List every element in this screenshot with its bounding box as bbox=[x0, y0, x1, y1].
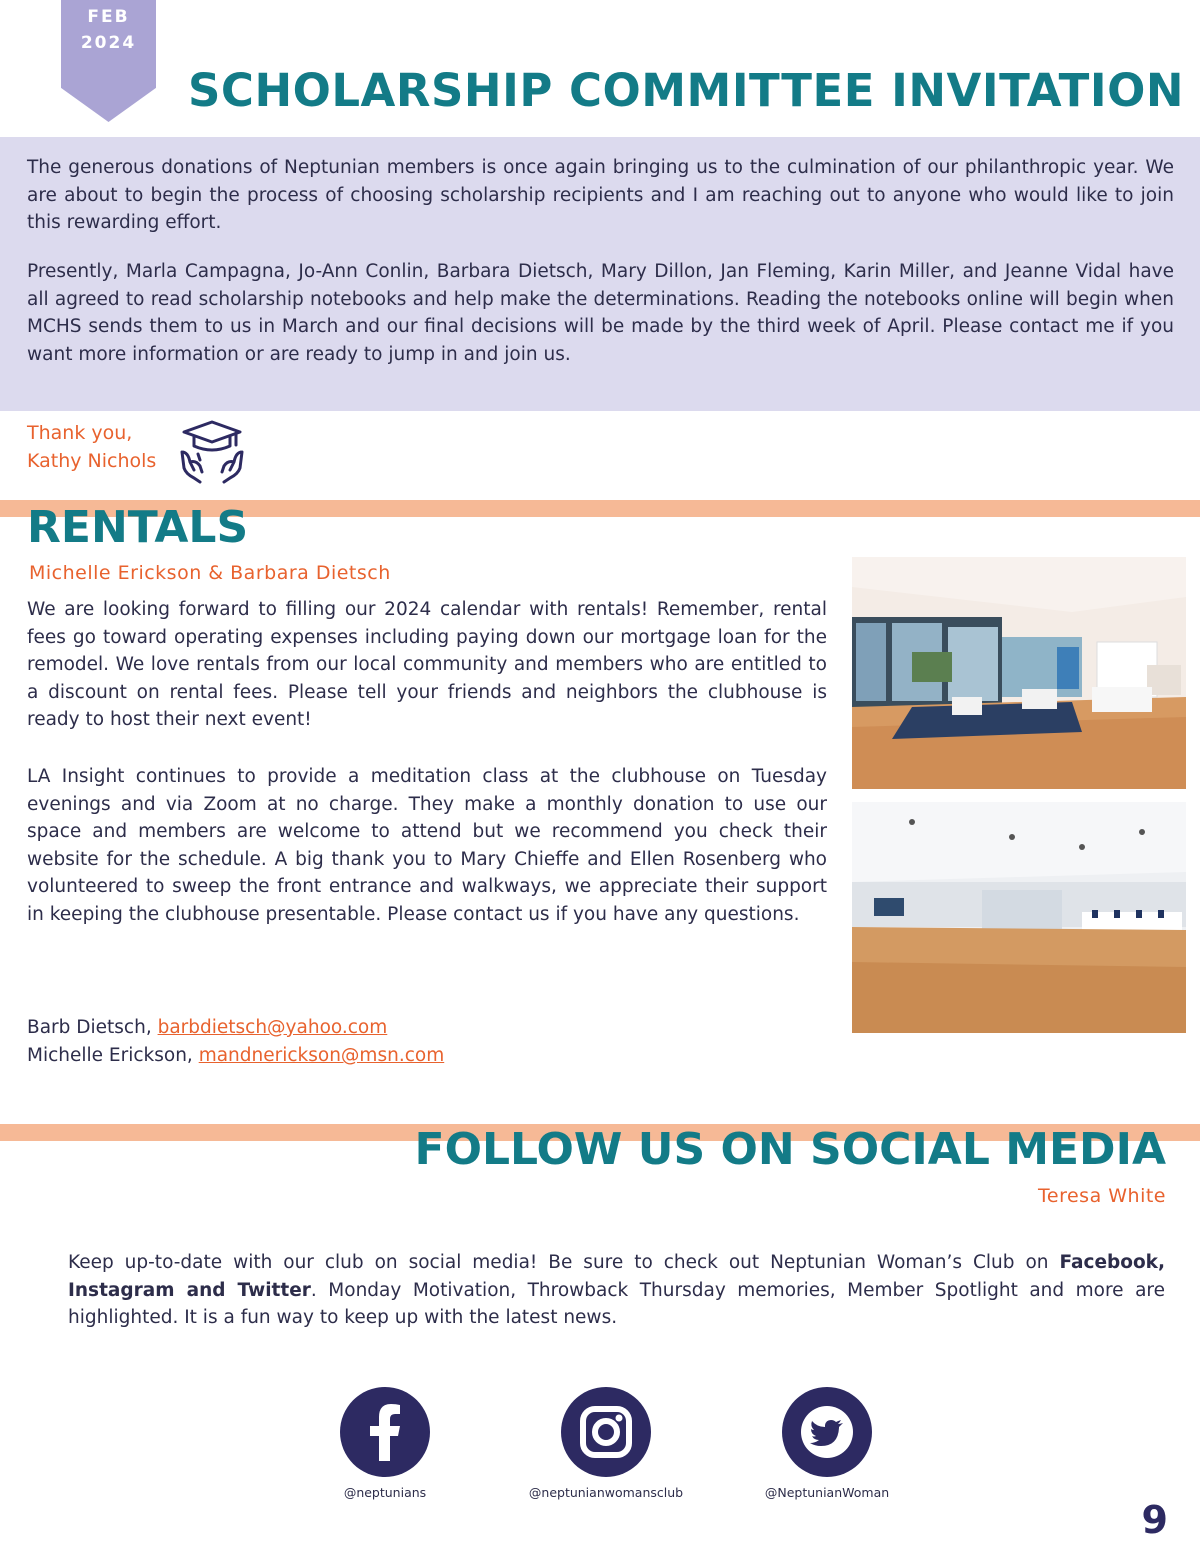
date-month: FEB bbox=[87, 7, 130, 27]
social-paragraph bbox=[68, 1249, 1165, 1332]
scholarship-signoff bbox=[27, 419, 156, 475]
scholarship-title: SCHOLARSHIP COMMITTEE INVITATION bbox=[188, 64, 1184, 117]
signoff-line-1: Thank you, bbox=[27, 422, 133, 444]
facebook-icon bbox=[340, 1387, 430, 1477]
contact-name: Michelle Erickson, bbox=[27, 1045, 199, 1066]
social-title: FOLLOW US ON SOCIAL MEDIA bbox=[414, 1124, 1166, 1175]
twitter-button[interactable] bbox=[782, 1387, 872, 1477]
rentals-paragraph-2: LA Insight continues to provide a meditation class at the clubhouse on Tuesday evenings and via Zoom at no charge. They make a monthly donation to use our space and members are welcome to attend but we recommend you check their website for the schedule. A big thank you to Mary Chieffe and Ellen Rosenberg who volunteered to sweep the front entrance and walkways, we appreciate their support in keeping the clubhouse presentable. Please contact us if you have any questions. bbox=[27, 766, 827, 925]
rentals-contacts bbox=[27, 1014, 444, 1070]
instagram-icon bbox=[561, 1387, 651, 1477]
social-text-end: . Monday Motivation, Throwback Thursday memories, Member Spotlight and more are highlighted. It is a fun way to keep up with the latest news. bbox=[68, 1279, 1165, 1328]
contact-email-link[interactable]: barbdietsch@yahoo.com bbox=[157, 1017, 388, 1038]
contact-row bbox=[27, 1042, 444, 1070]
rentals-authors: Michelle Erickson & Barbara Dietsch bbox=[29, 562, 391, 584]
facebook-handle[interactable]: @neptunians bbox=[343, 1485, 427, 1500]
instagram-button[interactable] bbox=[561, 1387, 651, 1477]
page-number: 9 bbox=[1141, 1498, 1168, 1542]
clubhouse-ballroom-photo bbox=[852, 802, 1186, 1033]
facebook-button[interactable] bbox=[340, 1387, 430, 1477]
rentals-paragraph-1: We are looking forward to filling our 2024 calendar with rentals! Remember, rental fees go toward operating expenses including paying down our mortgage loan for the remodel. We love rentals from our local community and members who are entitled to a discount on rental fees. Please tell your friends and neighbors the clubhouse is ready to host their next event! bbox=[27, 599, 827, 730]
social-text-start: Keep up-to-date with our club on social media! Be sure to check out Neptunian Woman’s Club on bbox=[68, 1252, 1060, 1273]
twitter-icon bbox=[782, 1387, 872, 1477]
contact-row bbox=[27, 1014, 444, 1042]
date-ribbon-text bbox=[61, 4, 156, 56]
signoff-author: Kathy Nichols bbox=[27, 450, 157, 472]
graduation-cap-hands-icon bbox=[178, 418, 246, 484]
contact-name: Barb Dietsch, bbox=[27, 1017, 158, 1038]
scholarship-paragraph-1: The generous donations of Neptunian members is once again bringing us to the culmination of our philanthropic year. We are about to begin the process of choosing scholarship recipients and I am reaching out to anyone who would like to join this rewarding effort. bbox=[27, 157, 1174, 233]
date-year: 2024 bbox=[80, 33, 137, 53]
twitter-handle[interactable]: @NeptunianWoman bbox=[764, 1485, 890, 1500]
social-platforms-bold: Facebook, Instagram and Twitter bbox=[68, 1252, 1165, 1301]
scholarship-paragraph-2: Presently, Marla Campagna, Jo-Ann Conlin, Barbara Dietsch, Mary Dillon, Jan Fleming, Karin Miller, and Jeanne Vidal have all agreed to read scholarship notebooks and help make the determinations. Reading the notebooks online will begin when MCHS sends them to us in March and our final decisions will be made by the third week of April. Please contact me if you want more information or are ready to jump in and join us. bbox=[27, 261, 1174, 365]
contact-email-link[interactable]: mandnerickson@msn.com bbox=[198, 1045, 445, 1066]
social-author: Teresa White bbox=[1038, 1185, 1166, 1207]
clubhouse-lounge-photo bbox=[852, 557, 1186, 789]
instagram-handle[interactable]: @neptunianwomansclub bbox=[528, 1485, 684, 1500]
rentals-title: RENTALS bbox=[27, 502, 249, 553]
